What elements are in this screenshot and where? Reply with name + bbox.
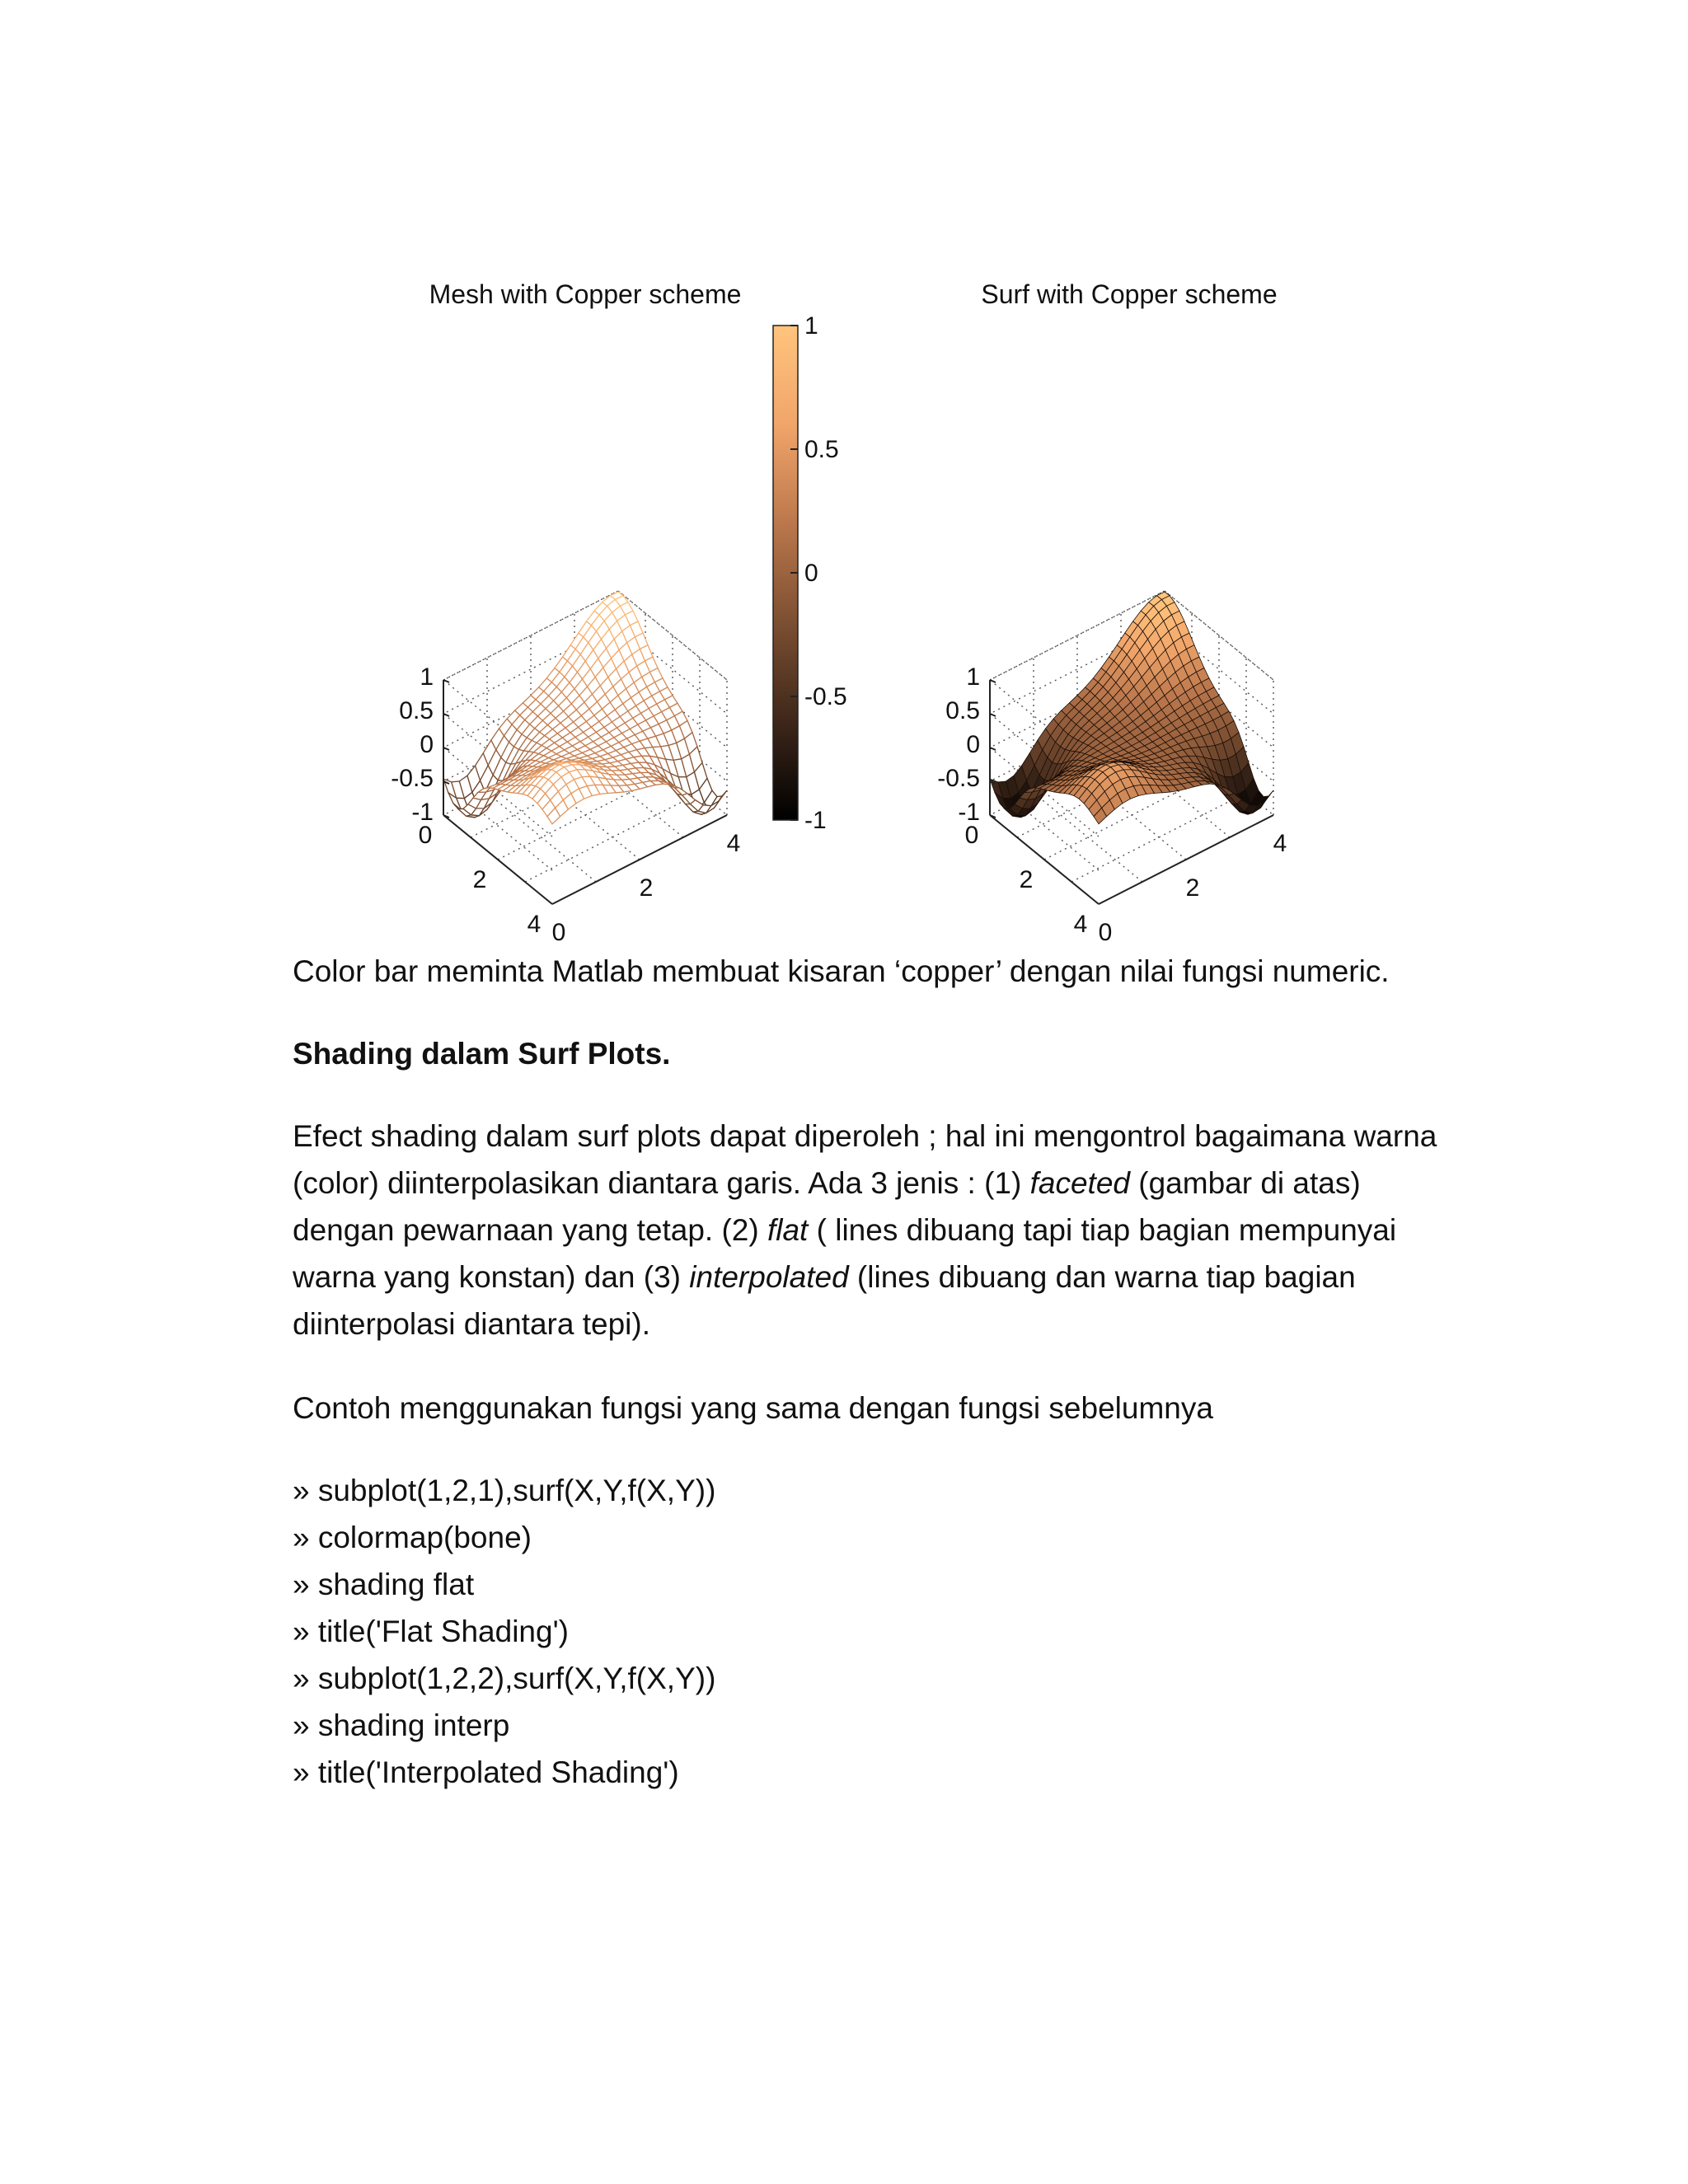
z-tick-label: 0: [420, 731, 434, 758]
colorbar: [773, 312, 847, 834]
colorbar-tick-label: -1: [804, 807, 827, 834]
z-tick-label: 0: [966, 731, 980, 758]
x-tick-label: 4: [1273, 830, 1287, 857]
term-flat: flat: [767, 1213, 809, 1247]
z-tick-label: -0.5: [391, 765, 434, 792]
colorbar-tick-label: 1: [804, 312, 818, 340]
code-block: [293, 1467, 1447, 1796]
z-tick-label: 1: [966, 663, 980, 691]
y-tick-label: 4: [1073, 911, 1088, 938]
term-interpolated: interpolated: [689, 1260, 849, 1294]
x-tick-label: 2: [639, 874, 654, 902]
z-tick-label: 0.5: [945, 697, 980, 724]
code-line: » colormap(bone): [293, 1521, 532, 1554]
y-tick-label: 4: [527, 911, 542, 938]
z-tick-label: 0.5: [399, 697, 434, 724]
surf-plot-title: Surf with Copper scheme: [981, 279, 1278, 309]
z-tick-label: -1: [958, 799, 980, 826]
para-text-1: Efect shading dalam surf plots dapat diperoleh ; hal ini mengontrol bagaimana warna (color) diinterpolasikan diantara garis. Ada 3 jenis : (1): [293, 1119, 1437, 1200]
z-tick-label: -0.5: [937, 765, 980, 792]
mesh-plot-title: Mesh with Copper scheme: [429, 279, 742, 309]
code-line: » subplot(1,2,1),surf(X,Y,f(X,Y)): [293, 1474, 716, 1507]
code-line: » shading interp: [293, 1708, 510, 1742]
term-faceted: faceted: [1029, 1166, 1130, 1200]
x-tick-label: 4: [726, 830, 741, 857]
example-paragraph: Contoh menggunakan fungsi yang sama dengan fungsi sebelumnya: [293, 1391, 1213, 1425]
para-text-4: (lines dibuang dan warna tiap bagian diinterpolasi diantara tepi).: [293, 1260, 1356, 1341]
y-tick-label: 2: [472, 866, 487, 893]
y-tick-label: 0: [418, 822, 433, 849]
x-tick-label: 0: [1098, 919, 1113, 946]
shading-paragraph: [293, 1113, 1447, 1347]
colorbar-caption: Color bar meminta Matlab membuat kisaran ‘copper’ dengan nilai fungsi numeric.: [293, 954, 1390, 988]
para-text-3: ( lines dibuang tapi tiap bagian mempunyai warna yang konstan) dan (3): [293, 1213, 1397, 1294]
colorbar-tick-label: 0: [804, 560, 818, 587]
colorbar-tick-label: -0.5: [804, 683, 847, 710]
z-tick-label: 1: [420, 663, 434, 691]
figure-region: [363, 264, 1368, 946]
mesh-plot: [391, 279, 741, 946]
code-line: » title('Flat Shading'): [293, 1615, 569, 1648]
x-tick-label: 0: [551, 919, 566, 946]
section-heading: Shading dalam Surf Plots.: [293, 1037, 671, 1071]
z-tick-label: -1: [411, 799, 434, 826]
y-tick-label: 2: [1019, 866, 1034, 893]
para-text-2: (gambar di atas) dengan pewarnaan yang tetap. (2): [293, 1166, 1361, 1247]
surf-plot: [937, 279, 1287, 946]
x-tick-label: 2: [1185, 874, 1200, 902]
code-line: » subplot(1,2,2),surf(X,Y,f(X,Y)): [293, 1661, 716, 1695]
code-line: » shading flat: [293, 1568, 475, 1601]
colorbar-tick-label: 0.5: [804, 436, 839, 463]
matlab-figure: [363, 264, 1368, 946]
code-line: » title('Interpolated Shading'): [293, 1755, 679, 1789]
y-tick-label: 0: [964, 822, 979, 849]
